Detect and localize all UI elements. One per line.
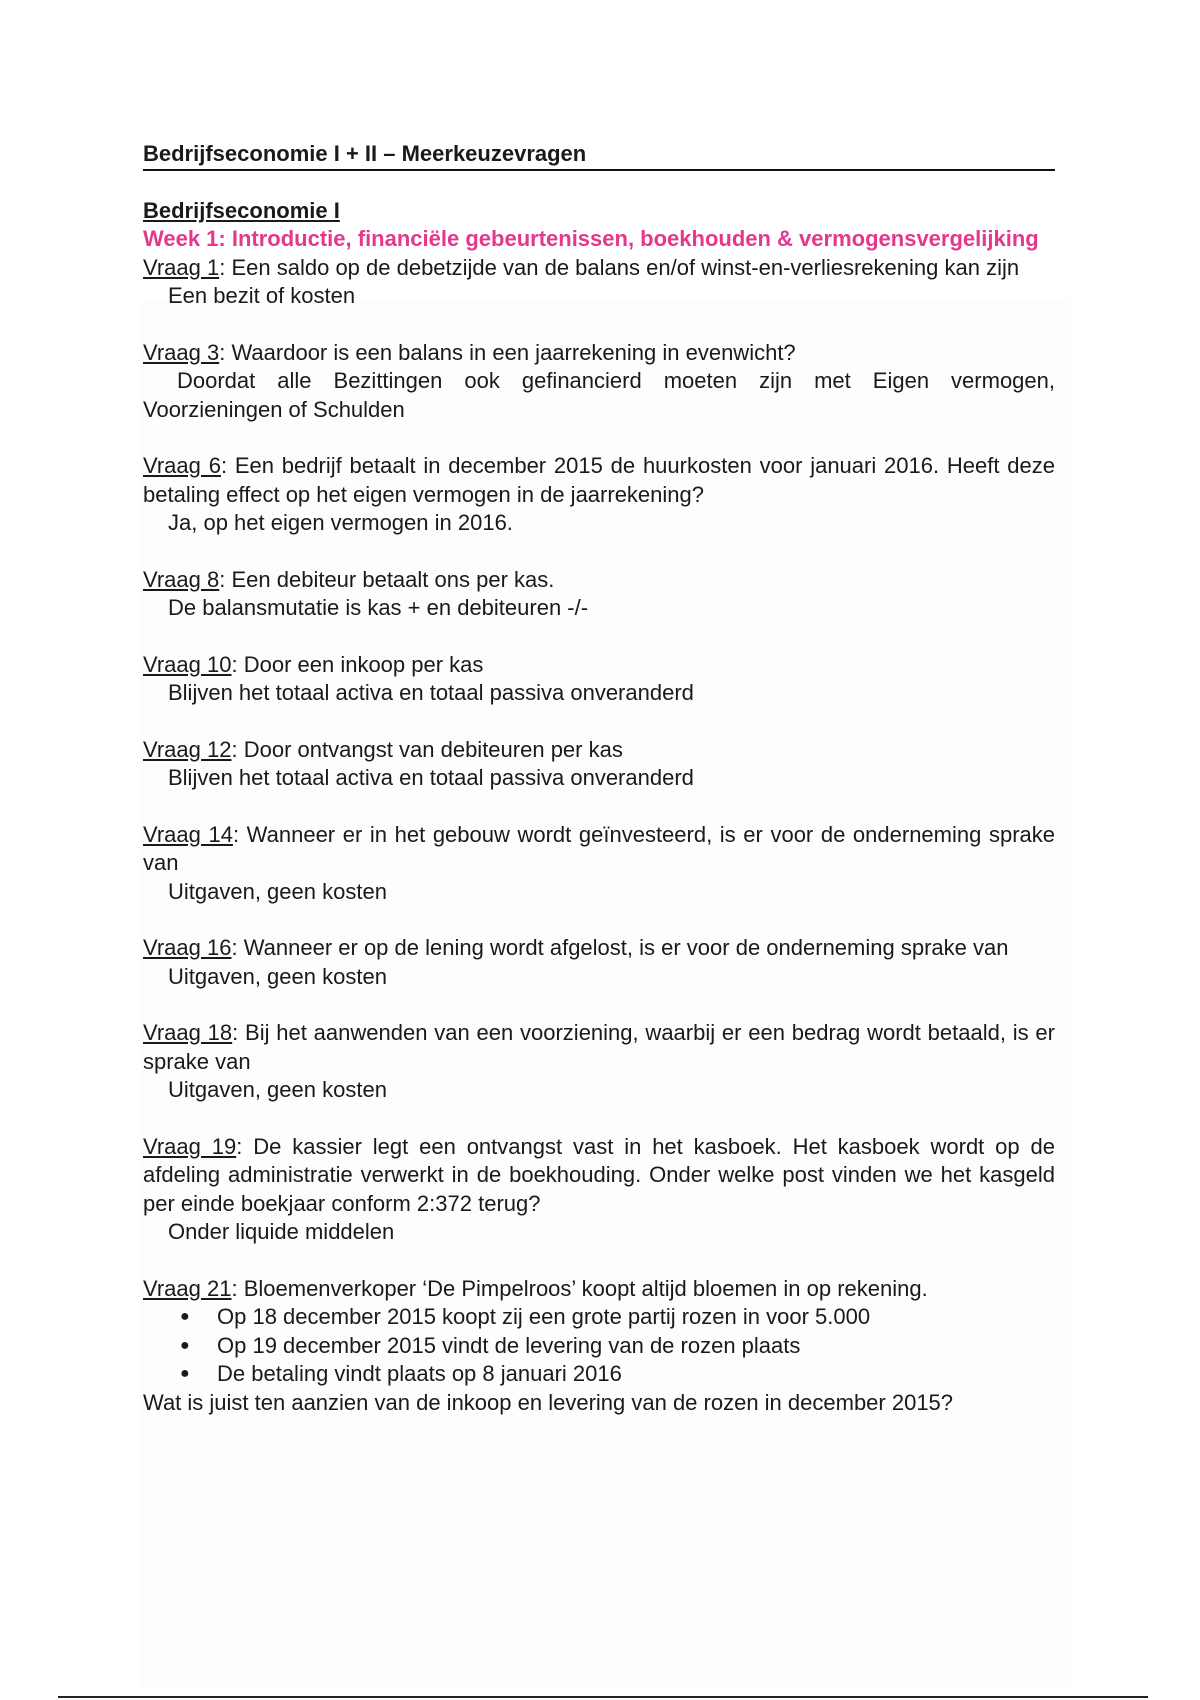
question-item [143, 736, 1055, 793]
question-body: : Door ontvangst van debiteuren per kas [231, 736, 623, 762]
question-followup: Wat is juist ten aanzien van de inkoop en levering van de rozen in december 2015? [143, 1389, 954, 1415]
answer-text: Uitgaven, geen kosten [168, 878, 387, 904]
question-body: : Wanneer er in het gebouw wordt geïnvesteerd, is er voor de onderneming sprake van [143, 821, 1055, 875]
answer-text: Blijven het totaal activa en totaal passiva onveranderd [168, 765, 694, 790]
question-body: : De kassier legt een ontvangst vast in het kasboek. Het kasboek wordt op de afdeling administratie verwerkt in de boekhouding. Onder welke post vinden we het kasgeld per einde boekjaar conform 2:372 terug? [143, 1133, 1055, 1216]
question-label: Vraag 8 [143, 566, 220, 592]
answer-text: De balansmutatie is kas + en debiteuren -/- [168, 595, 589, 620]
week-heading: Week 1: Introductie, financiële gebeurtenissen, boekhouden & vermogensvergelijking [143, 226, 1039, 251]
question-text [143, 1133, 1055, 1219]
bullet-item: ● Op 18 december 2015 koopt zij een grote partij rozen in voor 5.000 [217, 1303, 1055, 1332]
question-body: : Bloemenverkoper ‘De Pimpelroos’ koopt altijd bloemen in op rekening. [231, 1275, 928, 1301]
question-label: Vraag 3 [143, 339, 220, 365]
question-body: : Een debiteur betaalt ons per kas. [219, 566, 555, 592]
question-text [143, 1019, 1055, 1076]
page-divider [58, 1696, 1148, 1698]
section-title: Bedrijfseconomie I [143, 198, 340, 223]
question-item [143, 1133, 1055, 1247]
question-body: : Door een inkoop per kas [231, 651, 484, 677]
question-body: : Waardoor is een balans in een jaarrekening in evenwicht? [219, 339, 796, 365]
question-label: Vraag 19 [143, 1133, 237, 1159]
question-text [143, 651, 1055, 680]
question-item [143, 566, 1055, 623]
bullet-item: ● De betaling vindt plaats op 8 januari 2016 [217, 1360, 1055, 1389]
answer-text: Ja, op het eigen vermogen in 2016. [168, 510, 513, 535]
answer-text: Uitgaven, geen kosten [168, 1077, 387, 1102]
question-label: Vraag 21 [143, 1275, 232, 1301]
question-list [143, 254, 1055, 1418]
answer-text: Blijven het totaal activa en totaal passiva onveranderd [168, 680, 694, 705]
question-text [143, 339, 1055, 368]
question-label: Vraag 16 [143, 935, 232, 960]
question-item [143, 254, 1055, 311]
question-item [143, 1019, 1055, 1105]
question-item [143, 1275, 1055, 1418]
document-body [143, 140, 1055, 1417]
bullet-list [143, 1303, 1055, 1389]
question-item [143, 452, 1055, 538]
answer-text: Uitgaven, geen kosten [168, 963, 387, 989]
question-text [143, 254, 1055, 283]
question-label: Vraag 12 [143, 736, 232, 762]
question-label: Vraag 10 [143, 651, 232, 677]
question-body: : Een saldo op de debetzijde van de balans en/of winst-en-verliesrekening kan zijn [219, 254, 1020, 280]
question-item [143, 339, 1055, 425]
question-body: : Wanneer er op de lening wordt afgelost, is er voor de onderneming sprake van [231, 935, 1009, 960]
question-label: Vraag 1 [143, 254, 220, 280]
question-label: Vraag 6 [143, 453, 221, 478]
question-text [143, 1275, 1055, 1304]
question-body: : Bij het aanwenden van een voorziening, waarbij er een bedrag wordt betaald, is er sprake van [143, 1020, 1055, 1074]
question-text [143, 934, 1055, 963]
bullet-item: ● Op 19 december 2015 vindt de levering van de rozen plaats [217, 1332, 1055, 1361]
question-item [143, 934, 1055, 991]
question-item [143, 651, 1055, 708]
answer-text: Onder liquide middelen [168, 1219, 395, 1244]
question-label: Vraag 14 [143, 821, 233, 847]
question-item [143, 821, 1055, 907]
question-text [143, 452, 1055, 509]
answer-text: Doordat alle Bezittingen ook gefinancierd moeten zijn met Eigen vermogen, Voorzieningen of Schulden [143, 368, 1055, 422]
document-title: Bedrijfseconomie I + II – Meerkeuzevragen [143, 140, 1055, 171]
question-label: Vraag 18 [143, 1020, 233, 1045]
question-text [143, 736, 1055, 765]
question-text [143, 566, 1055, 595]
question-body: : Een bedrijf betaalt in december 2015 de huurkosten voor januari 2016. Heeft deze betaling effect op het eigen vermogen in de jaarrekening? [143, 453, 1055, 507]
answer-text: Een bezit of kosten [168, 283, 356, 308]
question-text [143, 821, 1055, 878]
